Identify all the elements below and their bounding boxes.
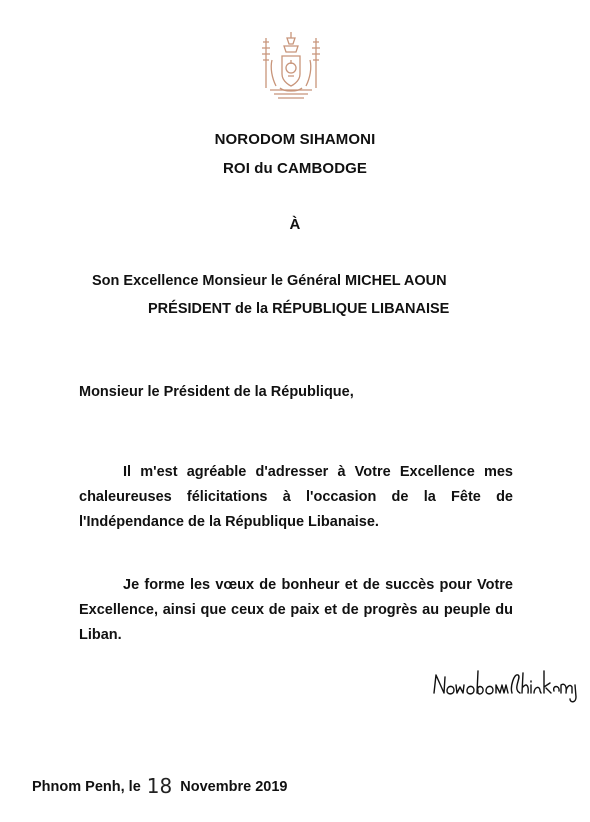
royal-coat-of-arms-icon (260, 30, 322, 106)
date-day: 18 (146, 774, 173, 798)
sender-title: ROI du CAMBODGE (223, 160, 367, 177)
to-marker: À (289, 216, 301, 233)
salutation: Monsieur le Président de la République, (79, 384, 354, 400)
recipient-line-2: PRÉSIDENT de la RÉPUBLIQUE LIBANAISE (148, 301, 450, 317)
date-month-year: Novembre 2019 (180, 779, 288, 795)
recipient-line-1: Son Excellence Monsieur le Général MICHEL AOUN (92, 273, 447, 289)
paragraph-1: Il m'est agréable d'adresser à Votre Excellence mes chaleureuses félicitations à l'occasion de la Fête de l'Indépendance de la République Libanaise. (79, 464, 513, 530)
sender-name: NORODOM SIHAMONI (214, 131, 376, 148)
paragraph-2: Je forme les vœux de bonheur et de succès pour Votre Excellence, ainsi que ceux de paix et de progrès au peuple du Liban. (79, 577, 513, 643)
date-prefix: Phnom Penh, le (32, 779, 141, 795)
date-line (32, 772, 287, 796)
signature (430, 663, 580, 705)
